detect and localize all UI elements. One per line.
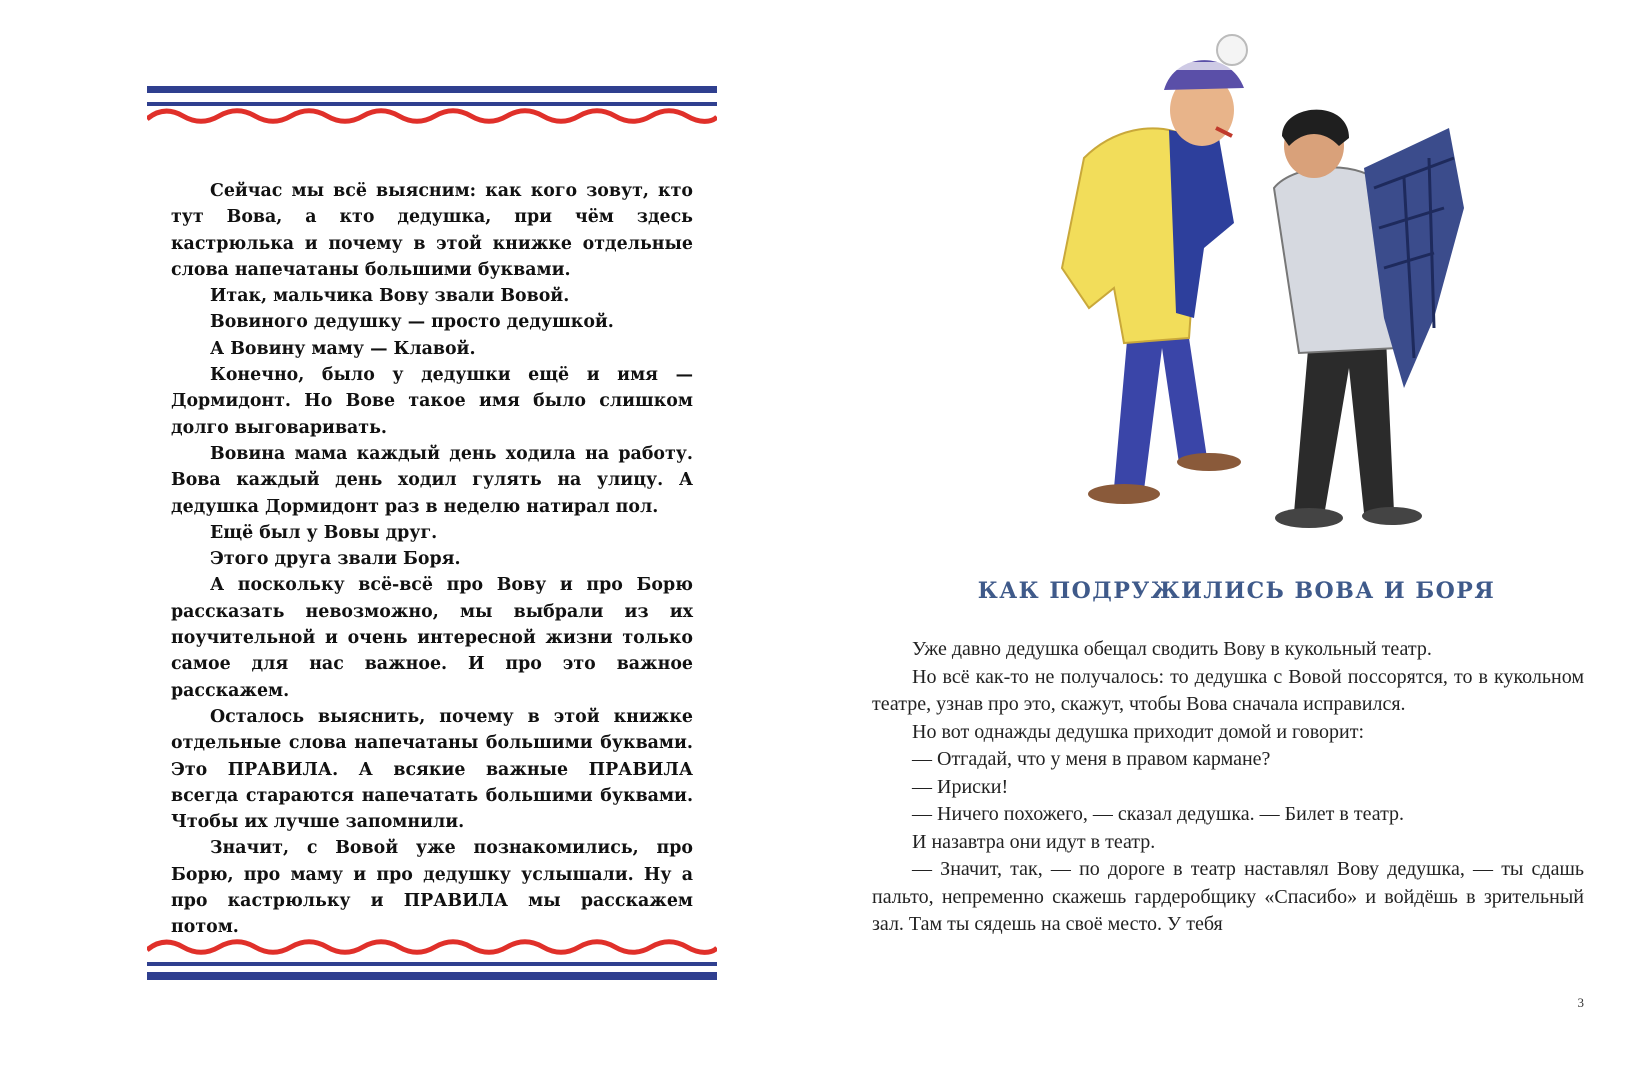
boys-illustration (964, 18, 1504, 548)
left-page (0, 0, 824, 1080)
page-number: 3 (1577, 995, 1584, 1010)
paragraph: Но всё как-то не получалось: то дедушка с Вовой поссорятся, то в кукольном театре, узнав про это, скажут, чтобы Вова сначала исправился. (872, 665, 1584, 715)
chapter-title: КАК ПОДРУЖИЛИСЬ ВОВА И БОРЯ (977, 578, 1496, 604)
paragraph: А Вовину маму — Клавой. (210, 338, 476, 359)
paragraph: — Ириски! (912, 775, 1009, 798)
decorative-band-bottom (147, 936, 717, 986)
intro-text (171, 178, 693, 941)
paragraph: Ещё был у Вовы друг. (210, 522, 438, 543)
paragraph: Итак, мальчика Вову звали Вовой. (210, 286, 570, 307)
paragraph: — Отгадай, что у меня в правом кармане? (912, 748, 1271, 770)
paragraph: Но вот однажды дедушка приходит домой и говорит: (912, 720, 1365, 743)
boy-yellow-jacket (1062, 35, 1247, 504)
paragraph: И назавтра они идут в театр. (912, 830, 1156, 853)
paragraph: Этого друга звали Боря. (210, 549, 461, 570)
paragraph: — Значит, так, — по дороге в театр наставлял Вову дедушка, — ты сдашь пальто, непременно скажешь гардеробщику «Спасибо» и войдёшь в зрительный зал. Там ты сядешь на своё место. У тебя (872, 858, 1584, 935)
paragraph: Вовиного дедушку — просто дедушкой. (210, 312, 614, 333)
paragraph: А поскольку всё-всё про Вову и про Борю рассказать невозможно, мы выбрали из их поучительной и очень интересной жизни только самое для нас важное. И про это важное расскажем. (171, 575, 693, 701)
paragraph: Осталось выяснить, почему в этой книжке отдельные слова напечатаны большими буквами. Это ПРАВИЛА. А всякие важные ПРАВИЛА всегда стараются напечатать большими буквами. Чтобы их лучше запомнили. (171, 706, 693, 833)
paragraph: Значит, с Вовой уже познакомились, про Борю, про маму и про дедушку услышали. Ну а про кастрюльку и ПРАВИЛА мы расскажем потом. (171, 838, 693, 938)
right-page (824, 0, 1649, 1080)
decorative-band-top (147, 86, 717, 136)
paragraph: Вовина мама каждый день ходила на работу. Вова каждый день ходил гулять на улицу. А дедушка Дормидонт раз в неделю натирал пол. (171, 443, 693, 517)
chapter-text (872, 636, 1584, 939)
boy-dark-jacket (1274, 110, 1464, 528)
paragraph: Уже давно дедушка обещал сводить Вову в кукольный театр. (912, 638, 1432, 660)
paragraph: Сейчас мы всё выясним: как кого зовут, кто тут Вова, а кто дедушка, при чём здесь кастрюлька и почему в этой книжке отдельные слова напечатаны большими буквами. (171, 181, 693, 280)
paragraph: — Ничего похожего, — сказал дедушка. — Билет в театр. (912, 803, 1405, 825)
paragraph: Конечно, было у дедушки ещё и имя — Дормидонт. Но Вове такое имя было слишком долго выговаривать. (171, 365, 693, 438)
